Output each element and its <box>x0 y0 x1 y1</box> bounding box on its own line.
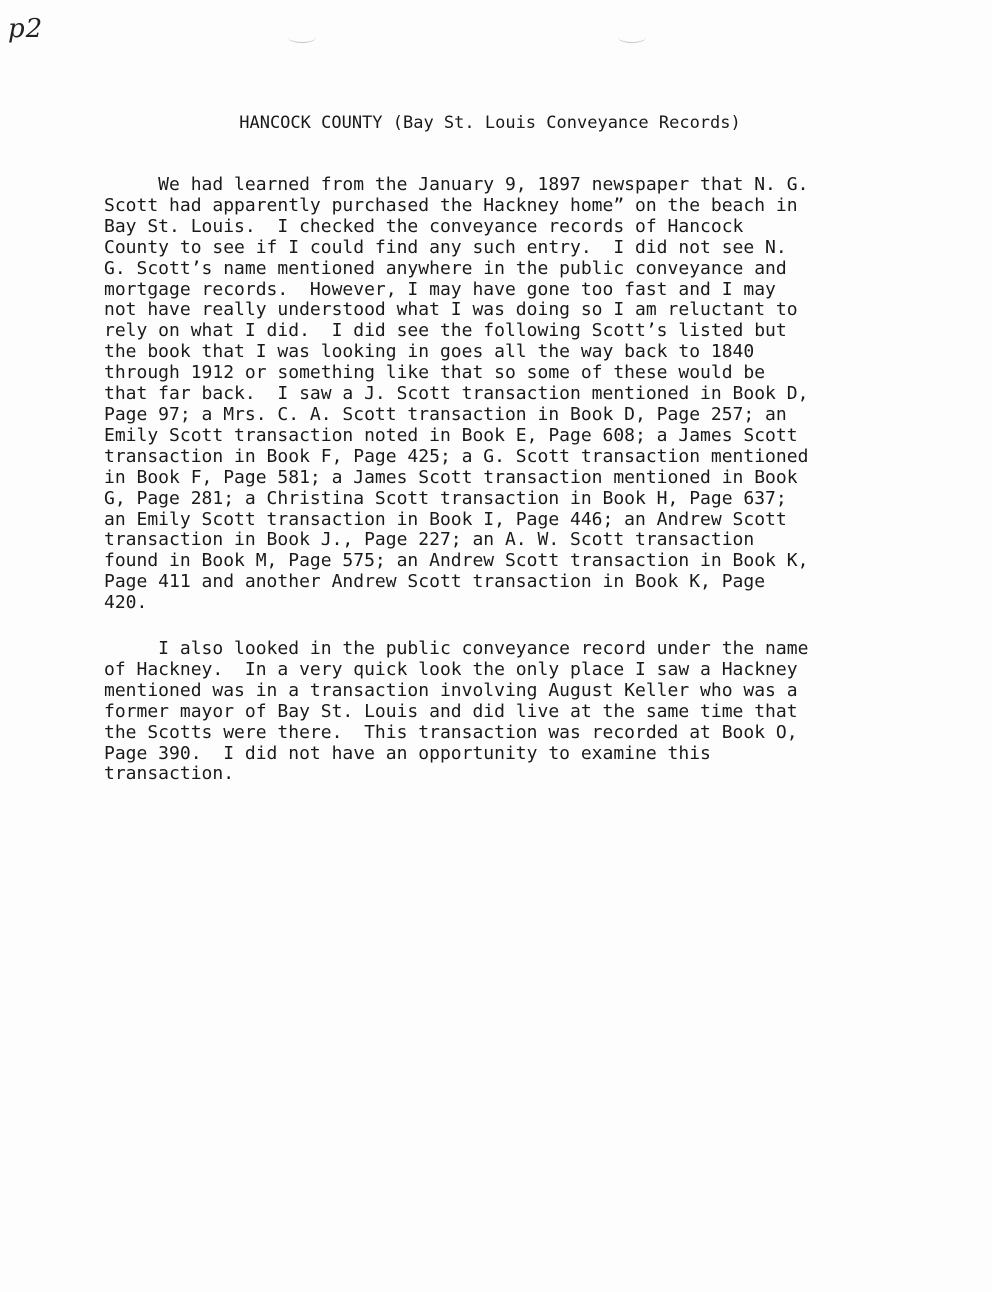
text-line: former mayor of Bay St. Louis and did live at the same time that <box>104 700 798 722</box>
text-line: mentioned was in a transaction involving August Keller who was a <box>104 679 798 701</box>
text-line: the Scotts were there. This transaction was recorded at Book O, <box>104 721 798 743</box>
paragraph-2 <box>104 639 904 785</box>
text-line: G. Scott’s name mentioned anywhere in the public conveyance and <box>104 257 787 279</box>
text-line: transaction in Book F, Page 425; a G. Scott transaction mentioned <box>104 445 809 467</box>
handwritten-page-note: p2 <box>8 14 44 44</box>
text-line: Bay St. Louis. I checked the conveyance records of Hancock <box>104 215 744 237</box>
text-line: mortgage records. However, I may have gone too fast and I may <box>104 278 776 300</box>
text-line: transaction in Book J., Page 227; an A. W. Scott transaction <box>104 529 755 551</box>
text-line: found in Book M, Page 575; an Andrew Scott transaction in Book K, <box>104 550 809 572</box>
binder-hole-mark-left <box>288 32 316 43</box>
text-line: in Book F, Page 581; a James Scott transaction mentioned in Book <box>104 466 798 488</box>
text-line: rely on what I did. I did see the following Scott’s listed but <box>104 320 787 342</box>
paragraph-1 <box>104 175 904 614</box>
text-line: I also looked in the public conveyance record under the name <box>104 638 809 659</box>
text-line: that far back. I saw a J. Scott transaction mentioned in Book D, <box>104 383 809 405</box>
text-line: G, Page 281; a Christina Scott transaction in Book H, Page 637; <box>104 487 787 509</box>
text-line: Scott had apparently purchased the Hackney home” on the beach in <box>104 194 798 216</box>
text-line: 420. <box>104 592 148 614</box>
text-line: not have really understood what I was doing so I am reluctant to <box>104 299 798 321</box>
text-line: Page 411 and another Andrew Scott transaction in Book K, Page <box>104 571 766 593</box>
binder-hole-mark-right <box>618 32 646 43</box>
text-line: the book that I was looking in goes all the way back to 1840 <box>104 341 755 363</box>
text-line: Page 390. I did not have an opportunity to examine this <box>104 742 711 764</box>
text-line: transaction. <box>104 763 235 785</box>
text-line: an Emily Scott transaction in Book I, Page 446; an Andrew Scott <box>104 508 787 530</box>
document-title: HANCOCK COUNTY (Bay St. Louis Conveyance Records) <box>239 113 741 133</box>
text-line: County to see if I could find any such entry. I did not see N. <box>104 236 787 258</box>
text-line: Page 97; a Mrs. C. A. Scott transaction in Book D, Page 257; an <box>104 403 787 425</box>
text-line: through 1912 or something like that so some of these would be <box>104 362 766 384</box>
text-line: We had learned from the January 9, 1897 newspaper that N. G. <box>104 174 809 195</box>
text-line: Emily Scott transaction noted in Book E, Page 608; a James Scott <box>104 424 798 446</box>
text-line: of Hackney. In a very quick look the only place I saw a Hackney <box>104 658 798 680</box>
